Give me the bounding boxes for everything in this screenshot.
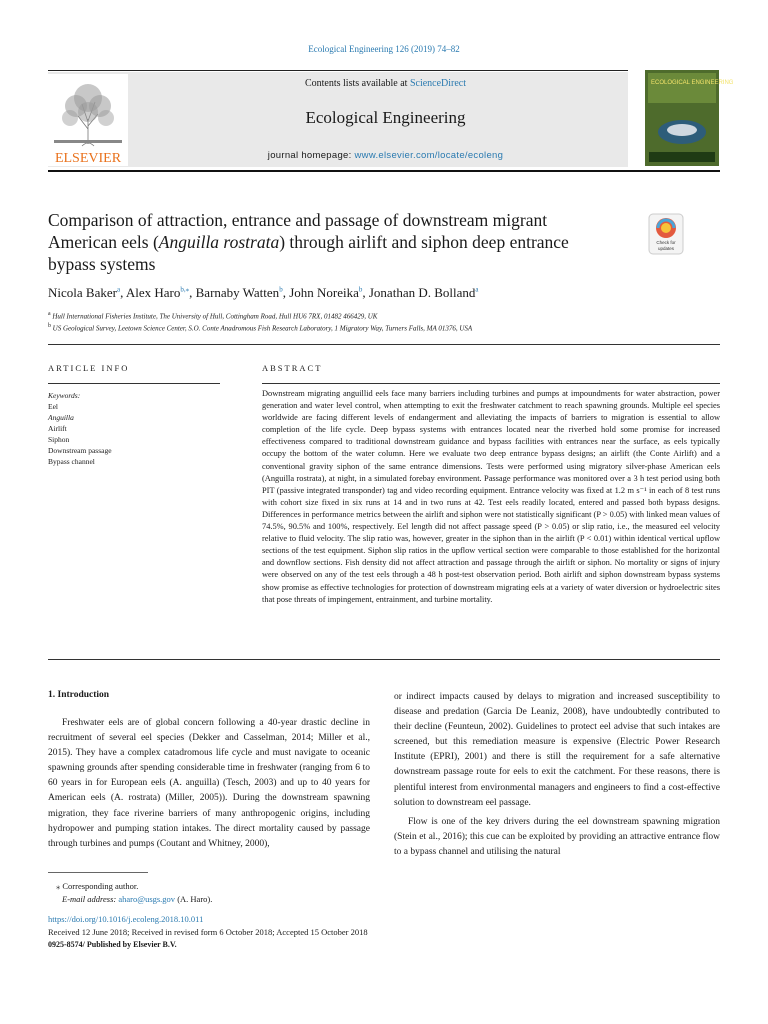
abstract-rule	[262, 383, 720, 384]
email-label: E-mail address:	[62, 894, 119, 904]
homepage-link[interactable]: www.elsevier.com/locate/ecoleng	[354, 150, 504, 161]
article-info-rule	[48, 383, 220, 384]
header-bottom-rule	[48, 170, 720, 172]
keyword-item: Anguilla	[48, 413, 74, 422]
abstract-heading: ABSTRACT	[262, 363, 323, 373]
intro-paragraph-2: or indirect impacts caused by delays to migration and increased susceptibility to disease and predation (Garcia De Leaniz, 2008), have undoubtedly contributed to their decline (Feunteun, 2002). Guidelines to protect eel advise that such intakes are screened, but this remediation measure is expensive (Electric Power Research Institute (EPRI), 2001) and there is still the requirement for a safe alternative downstream passage route for eels to exit the catchment. For these reasons, there is plentiful interest from environmental managers and engineers to find a cost-effective solution to downstream eel passage.	[394, 692, 720, 808]
intro-column-left	[48, 716, 370, 852]
author-2[interactable]: Alex Haro$^{b,⁎}$	[125, 285, 190, 300]
author-list: Nicola Baker$^a$, Alex Haro$^{b,⁎}$, Barnaby Watten$^b$, John Noreika$^b$, Jonathan D. Bolland$^a$	[48, 285, 479, 300]
affiliation-rule	[48, 344, 720, 345]
contents-prefix: Contents lists available at	[304, 78, 410, 89]
keyword-item: Downstream passage	[48, 446, 112, 455]
journal-title: Ecological Engineering	[305, 108, 466, 127]
contents-line	[143, 78, 628, 89]
header-top-rule	[48, 70, 628, 71]
keyword-item: Eel	[48, 402, 58, 411]
sciencedirect-link[interactable]: ScienceDirect	[409, 78, 467, 89]
journal-homepage	[143, 150, 628, 161]
abstract-text: Downstream migrating anguillid eels face many barriers including turbines and pumps at impoundments for water abstraction, power generation and water level control, when attempting to exit the freshwater catchment to reach spawning grounds. Multiple eel species worldwide are facing different levels of endangerment and alleviating the impacts of barriers to migration is essential to allow completion of the life cycle. Deep bypass systems with entrances located near the riverbed hold some promise for increased effectiveness compared to traditional downstream guidance and bypass facilities with entrances near the surface, as eels typically occupy the bottom of the water column. Here we evaluate two deep entrance bypass designs; an airlift (the Conte Airlift) and a conventional gravity siphon of the same entrance dimensions. Tests were performed using migratory silver-phase American eels (Anguilla rostrata), at night, in a simulated forebay environment. Passage performance was monitored over a 3 h test period using both PIT (passive integrated transponder) tag and video recording equipment. Entrance velocity was fixed at 1.2 m s⁻¹ in each of 8 test runs with cohort size fixed in six runs at 14 and in two runs at 42. Test eels readily located, entered and passed both bypass designs. Differences in performance metrics between the airlift and siphon were not statistically significant (P > 0.05) with linked mean values of 74.5%, 90.5% and 100%, respectively. Eel length did not affect passage speed (P > 0.05) or slip ratio, i.e., the measured eel velocity relative to fluid velocity. The slip ratio was, however, greater in the siphon than in the airlift (P < 0.01) within identical vertical upflow sections of the test equipment. Siphon slip ratios in the upflow vertical section were comparable to those established for the horizontal and downflow sections. Fish density did not affect attraction and passage through the airlift or siphon. No mortality or signs of injury were observed on any of the test eels through a 48 h post-test observation period. Both airlift and siphon downstream bypass systems show promise as effective technologies for protection of downstream migrating eels at a variety of water diversion or hydroelectric sites that pose threats of impingement, entrainment, and turbine mortality.	[262, 389, 720, 604]
intro-paragraph-1: Freshwater eels are of global concern following a 40-year drastic decline in recruitment of several eel species (Dekker and Casselman, 2014; Miller et al., 2015). They have a complex catadromous life cycle and must navigate to oceanic spawning grounds after spending considerable time in freshwater (ranging from 6 to 60 years in for European eels (A. anguilla) (Tesch, 2003) and up to 40 years for American eels (A. rostrata) (Miller, 2005)). During the downstream spawning migration, they face riverine barriers of many anthropogenic origins, including hydropower and pumping station intakes. The direct mortality caused by passage through turbines and pumps (Coutant and Whitney, 2000),	[48, 718, 370, 849]
svg-text:Check for: Check for	[656, 240, 676, 245]
author-4[interactable]: John Noreika$^b$	[289, 285, 363, 300]
email-line: E-mail address: aharo@usgs.gov (A. Haro).	[62, 894, 213, 904]
email-link[interactable]: aharo@usgs.gov	[118, 894, 176, 904]
intro-paragraph-3: Flow is one of the key drivers during the eel downstream spawning migration (Stein et al., 2016); this cue can be exploited by providing an attractive entrance flow to a bypass channel and utilising the natural	[394, 816, 720, 857]
author-5[interactable]: Jonathan D. Bolland$^a$	[368, 285, 479, 300]
affiliation-a: $^a$ Hull International Fisheries Institute, The University of Hull, Cottingham Road, Hull HU6 7RX, 01482 466429, UK	[48, 311, 378, 321]
journal-cover-image	[645, 70, 734, 166]
article-info-heading: ARTICLE INFO	[48, 363, 130, 373]
doi-link[interactable]: https://doi.org/10.1016/j.ecoleng.2018.10.011	[48, 914, 204, 924]
title-species: Anguilla rostrata	[158, 232, 280, 252]
title-line-3: bypass systems	[48, 254, 156, 274]
intro-column-right	[394, 690, 720, 860]
homepage-prefix: journal homepage:	[267, 150, 355, 161]
elsevier-logo[interactable]	[48, 74, 128, 166]
keyword-item: Airlift	[48, 424, 67, 433]
issn-line: 0925-8574/ Published by Elsevier B.V.	[48, 940, 177, 949]
author-1[interactable]: Nicola Baker$^a$	[48, 285, 121, 300]
crossmark-icon	[648, 213, 684, 255]
svg-text:updates: updates	[657, 246, 675, 251]
svg-text:ECOLOGICAL ENGINEERING: ECOLOGICAL ENGINEERING	[651, 80, 734, 86]
author-3[interactable]: Barnaby Watten$^b$	[195, 285, 283, 300]
intro-heading: 1. Introduction	[48, 690, 110, 700]
affiliation-b: $^b$ US Geological Survey, Leetown Science Center, S.O. Conte Anadromous Fish Research Laboratory, 1 Migratory Way, Turners Falls, MA 01376, USA	[48, 323, 473, 333]
article-title	[48, 209, 638, 275]
keyword-item: Siphon	[48, 435, 70, 444]
journal-cover[interactable]	[645, 70, 734, 166]
keyword-item: Bypass channel	[48, 457, 95, 466]
title-line-1: Comparison of attraction, entrance and passage of downstream migrant	[48, 210, 548, 230]
svg-text:ELSEVIER: ELSEVIER	[54, 151, 122, 166]
footnote-rule	[48, 872, 148, 873]
check-for-updates-badge[interactable]	[648, 213, 684, 255]
title-line-2: American eels (Anguilla rostrata) through airlift and siphon deep entrance	[48, 232, 569, 252]
corresponding-author-note: ⁎ Corresponding author.	[56, 881, 139, 891]
journal-citation[interactable]: Ecological Engineering 126 (2019) 74–82	[308, 44, 460, 54]
keywords-label: Keywords:	[48, 391, 81, 400]
elsevier-tree-icon	[48, 74, 128, 166]
received-dates: Received 12 June 2018; Received in revised form 6 October 2018; Accepted 15 October 2018	[48, 927, 368, 937]
abstract-bottom-rule	[48, 659, 720, 660]
keywords-block	[48, 390, 112, 467]
